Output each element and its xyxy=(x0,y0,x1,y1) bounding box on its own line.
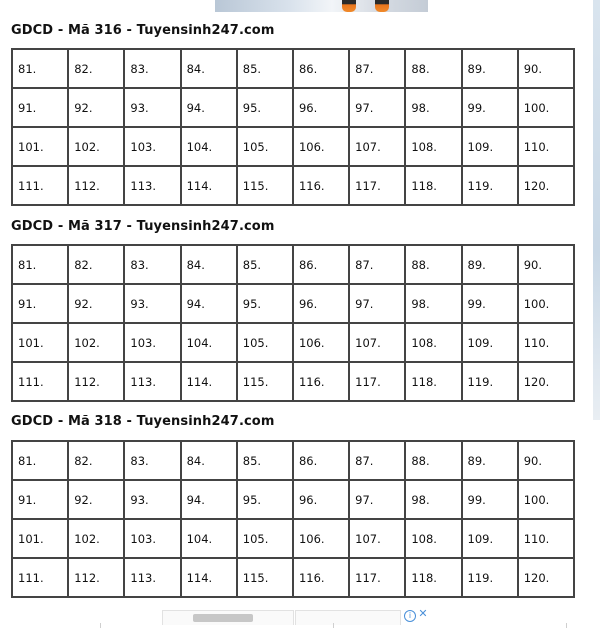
answer-cell: 103. xyxy=(124,519,180,558)
table-row xyxy=(12,480,574,519)
answer-cell: 107. xyxy=(349,127,405,166)
answer-cell: 91. xyxy=(12,480,68,519)
answer-cell: 112. xyxy=(68,362,124,401)
banner-product-image xyxy=(342,0,356,12)
answer-cell: 112. xyxy=(68,558,124,597)
answer-cell: 82. xyxy=(68,49,124,88)
answer-cell: 106. xyxy=(293,519,349,558)
answer-cell: 106. xyxy=(293,127,349,166)
answer-cell: 90. xyxy=(518,245,574,284)
answer-cell: 114. xyxy=(181,558,237,597)
answer-cell: 81. xyxy=(12,49,68,88)
answer-cell: 117. xyxy=(349,362,405,401)
answer-cell: 86. xyxy=(293,245,349,284)
answer-cell: 83. xyxy=(124,49,180,88)
answer-cell: 96. xyxy=(293,480,349,519)
answer-cell: 91. xyxy=(12,284,68,323)
answer-cell: 111. xyxy=(12,362,68,401)
answer-cell: 111. xyxy=(12,558,68,597)
answer-cell: 92. xyxy=(68,284,124,323)
table-row xyxy=(12,323,574,362)
answer-cell: 118. xyxy=(405,166,461,205)
answer-cell: 119. xyxy=(462,558,518,597)
answer-cell: 88. xyxy=(405,245,461,284)
answer-cell: 85. xyxy=(237,441,293,480)
answer-cell: 110. xyxy=(518,127,574,166)
answer-cell: 81. xyxy=(12,245,68,284)
answer-cell: 82. xyxy=(68,245,124,284)
answer-cell: 98. xyxy=(405,284,461,323)
answer-cell: 112. xyxy=(68,166,124,205)
answer-cell: 117. xyxy=(349,166,405,205)
answer-cell: 120. xyxy=(518,362,574,401)
answer-cell: 101. xyxy=(12,323,68,362)
answer-cell: 89. xyxy=(462,49,518,88)
banner-product-image xyxy=(375,0,389,12)
bottom-ad-slot[interactable] xyxy=(295,610,401,625)
answer-cell: 97. xyxy=(349,480,405,519)
answer-cell: 84. xyxy=(181,245,237,284)
answer-cell: 88. xyxy=(405,49,461,88)
table-row xyxy=(12,166,574,205)
answer-cell: 119. xyxy=(462,362,518,401)
table-row xyxy=(12,441,574,480)
table-row xyxy=(12,519,574,558)
answer-cell: 86. xyxy=(293,441,349,480)
answer-cell: 109. xyxy=(462,127,518,166)
answer-cell: 114. xyxy=(181,362,237,401)
section-title: GDCD - Mã 318 - Tuyensinh247.com xyxy=(11,414,275,429)
bottom-ad-slot[interactable] xyxy=(162,610,294,625)
answer-cell: 102. xyxy=(68,519,124,558)
ad-thumbnail xyxy=(193,614,253,622)
answer-cell: 103. xyxy=(124,323,180,362)
answer-cell: 97. xyxy=(349,88,405,127)
answer-cell: 105. xyxy=(237,127,293,166)
answer-cell: 116. xyxy=(293,166,349,205)
answer-cell: 87. xyxy=(349,441,405,480)
answer-cell: 93. xyxy=(124,88,180,127)
answer-cell: 95. xyxy=(237,284,293,323)
answer-cell: 87. xyxy=(349,245,405,284)
table-row xyxy=(12,49,574,88)
answer-cell: 113. xyxy=(124,166,180,205)
divider xyxy=(333,623,334,628)
answer-cell: 104. xyxy=(181,519,237,558)
answer-cell: 101. xyxy=(12,127,68,166)
table-row xyxy=(12,284,574,323)
answer-cell: 102. xyxy=(68,323,124,362)
answer-cell: 99. xyxy=(462,480,518,519)
answer-cell: 85. xyxy=(237,245,293,284)
answer-cell: 101. xyxy=(12,519,68,558)
answer-cell: 92. xyxy=(68,480,124,519)
answer-cell: 114. xyxy=(181,166,237,205)
answer-cell: 115. xyxy=(237,558,293,597)
answer-cell: 85. xyxy=(237,49,293,88)
answer-cell: 99. xyxy=(462,88,518,127)
answer-cell: 108. xyxy=(405,127,461,166)
answer-cell: 115. xyxy=(237,362,293,401)
answer-cell: 100. xyxy=(518,480,574,519)
answer-cell: 107. xyxy=(349,519,405,558)
answer-cell: 94. xyxy=(181,284,237,323)
info-icon[interactable]: i xyxy=(404,610,416,622)
answer-cell: 108. xyxy=(405,323,461,362)
answer-cell: 118. xyxy=(405,558,461,597)
answer-cell: 87. xyxy=(349,49,405,88)
answer-table xyxy=(11,48,575,206)
answer-cell: 92. xyxy=(68,88,124,127)
answer-cell: 81. xyxy=(12,441,68,480)
answer-cell: 98. xyxy=(405,480,461,519)
page-scrollbar[interactable] xyxy=(593,0,600,420)
answer-cell: 96. xyxy=(293,88,349,127)
answer-cell: 88. xyxy=(405,441,461,480)
answer-cell: 95. xyxy=(237,88,293,127)
table-row xyxy=(12,558,574,597)
close-icon[interactable]: ✕ xyxy=(418,607,428,620)
answer-cell: 96. xyxy=(293,284,349,323)
answer-cell: 104. xyxy=(181,323,237,362)
answer-cell: 94. xyxy=(181,88,237,127)
answer-cell: 115. xyxy=(237,166,293,205)
answer-cell: 95. xyxy=(237,480,293,519)
answer-cell: 89. xyxy=(462,245,518,284)
answer-table xyxy=(11,244,575,402)
answer-cell: 106. xyxy=(293,323,349,362)
table-row xyxy=(12,362,574,401)
answer-cell: 109. xyxy=(462,519,518,558)
answer-cell: 83. xyxy=(124,441,180,480)
table-row xyxy=(12,245,574,284)
answer-cell: 90. xyxy=(518,49,574,88)
answer-cell: 98. xyxy=(405,88,461,127)
answer-cell: 103. xyxy=(124,127,180,166)
answer-cell: 97. xyxy=(349,284,405,323)
answer-cell: 105. xyxy=(237,323,293,362)
section-title: GDCD - Mã 316 - Tuyensinh247.com xyxy=(11,23,275,38)
answer-cell: 84. xyxy=(181,441,237,480)
answer-cell: 91. xyxy=(12,88,68,127)
answer-cell: 89. xyxy=(462,441,518,480)
answer-cell: 82. xyxy=(68,441,124,480)
answer-cell: 99. xyxy=(462,284,518,323)
answer-cell: 84. xyxy=(181,49,237,88)
answer-cell: 100. xyxy=(518,284,574,323)
answer-cell: 119. xyxy=(462,166,518,205)
answer-cell: 105. xyxy=(237,519,293,558)
answer-cell: 90. xyxy=(518,441,574,480)
bottom-ad-bar xyxy=(0,606,600,628)
table-row xyxy=(12,127,574,166)
divider xyxy=(566,623,567,628)
answer-cell: 109. xyxy=(462,323,518,362)
answer-cell: 107. xyxy=(349,323,405,362)
answer-cell: 110. xyxy=(518,323,574,362)
answer-cell: 94. xyxy=(181,480,237,519)
answer-cell: 100. xyxy=(518,88,574,127)
answer-cell: 86. xyxy=(293,49,349,88)
answer-cell: 120. xyxy=(518,558,574,597)
answer-cell: 113. xyxy=(124,362,180,401)
answer-cell: 108. xyxy=(405,519,461,558)
answer-cell: 118. xyxy=(405,362,461,401)
answer-cell: 116. xyxy=(293,362,349,401)
answer-cell: 113. xyxy=(124,558,180,597)
top-ad-banner[interactable] xyxy=(215,0,428,12)
table-row xyxy=(12,88,574,127)
answer-cell: 110. xyxy=(518,519,574,558)
answer-cell: 120. xyxy=(518,166,574,205)
answer-cell: 111. xyxy=(12,166,68,205)
answer-cell: 117. xyxy=(349,558,405,597)
section-title: GDCD - Mã 317 - Tuyensinh247.com xyxy=(11,219,275,234)
answer-cell: 102. xyxy=(68,127,124,166)
answer-cell: 93. xyxy=(124,284,180,323)
answer-cell: 83. xyxy=(124,245,180,284)
answer-cell: 104. xyxy=(181,127,237,166)
answer-table xyxy=(11,440,575,598)
answer-cell: 93. xyxy=(124,480,180,519)
divider xyxy=(100,623,101,628)
answer-cell: 116. xyxy=(293,558,349,597)
